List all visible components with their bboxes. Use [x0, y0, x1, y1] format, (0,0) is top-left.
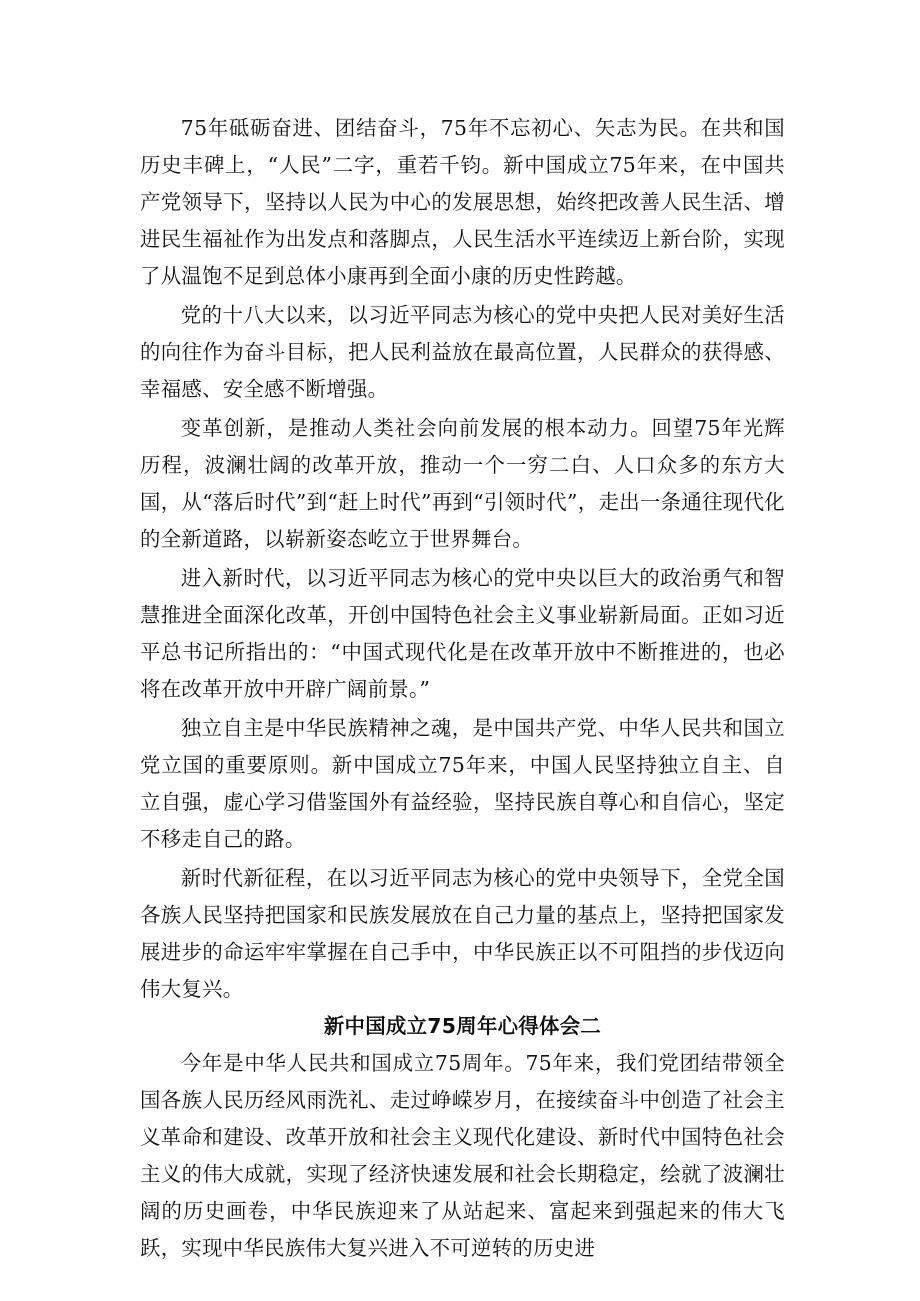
paragraph-7: 今年是中华人民共和国成立75周年。75年来，我们党团结带领全国各族人民历经风雨洗礼、走过峥嵘岁月，在接续奋斗中创造了社会主义革命和建设、改革开放和社会主义现代化建设、新时代中国特色社会主义的伟大成就，实现了经济快速发展和社会长期稳定，绘就了波澜壮阔的历史画卷，中华民族迎来了从站起来、富起来到强起来的伟大飞跃，实现中华民族伟大复兴进入不可逆转的历史进 [140, 1051, 785, 1260]
paragraph-1: 75年砥砺奋进、团结奋斗，75年不忘初心、矢志为民。在共和国历史丰碑上，“人民”二字，重若千钧。新中国成立75年来，在中国共产党领导下，坚持以人民为中心的发展思想，始终把改善人民生活、增进民生福祉作为出发点和落脚点，人民生活水平连续迈上新台阶，实现了从温饱不足到总体小康再到全面小康的历史性跨越。 [140, 116, 785, 288]
paragraph-5: 独立自主是中华民族精神之魂，是中国共产党、中华人民共和国立党立国的重要原则。新中国成立75年来，中国人民坚持独立自主、自立自强，虚心学习借鉴国外有益经验，坚持民族自尊心和自信心，坚定不移走自己的路。 [140, 716, 785, 851]
section-heading: 新中国成立75周年心得体会二 [323, 1014, 602, 1038]
paragraph-4: 进入新时代，以习近平同志为核心的党中央以巨大的政治勇气和智慧推进全面深化改革，开创中国特色社会主义事业崭新局面。正如习近平总书记所指出的：“中国式现代化是在改革开放中不断推进的，也必将在改革开放中开辟广阔前景。” [140, 566, 785, 701]
document-page [140, 110, 785, 1267]
paragraph-6: 新时代新征程，在以习近平同志为核心的党中央领导下，全党全国各族人民坚持把国家和民族发展放在自己力量的基点上，坚持把国家发展进步的命运牢牢掌握在自己手中，中华民族正以不可阻挡的步伐迈向伟大复兴。 [140, 866, 785, 1001]
paragraph-3: 变革创新，是推动人类社会向前发展的根本动力。回望75年光辉历程，波澜壮阔的改革开放，推动一个一穷二白、人口众多的东方大国，从“落后时代”到“赶上时代”再到“引领时代”，走出一条通往现代化的全新道路，以崭新姿态屹立于世界舞台。 [140, 416, 785, 551]
paragraph-2: 党的十八大以来，以习近平同志为核心的党中央把人民对美好生活的向往作为奋斗目标，把人民利益放在最高位置，人民群众的获得感、幸福感、安全感不断增强。 [140, 303, 785, 401]
